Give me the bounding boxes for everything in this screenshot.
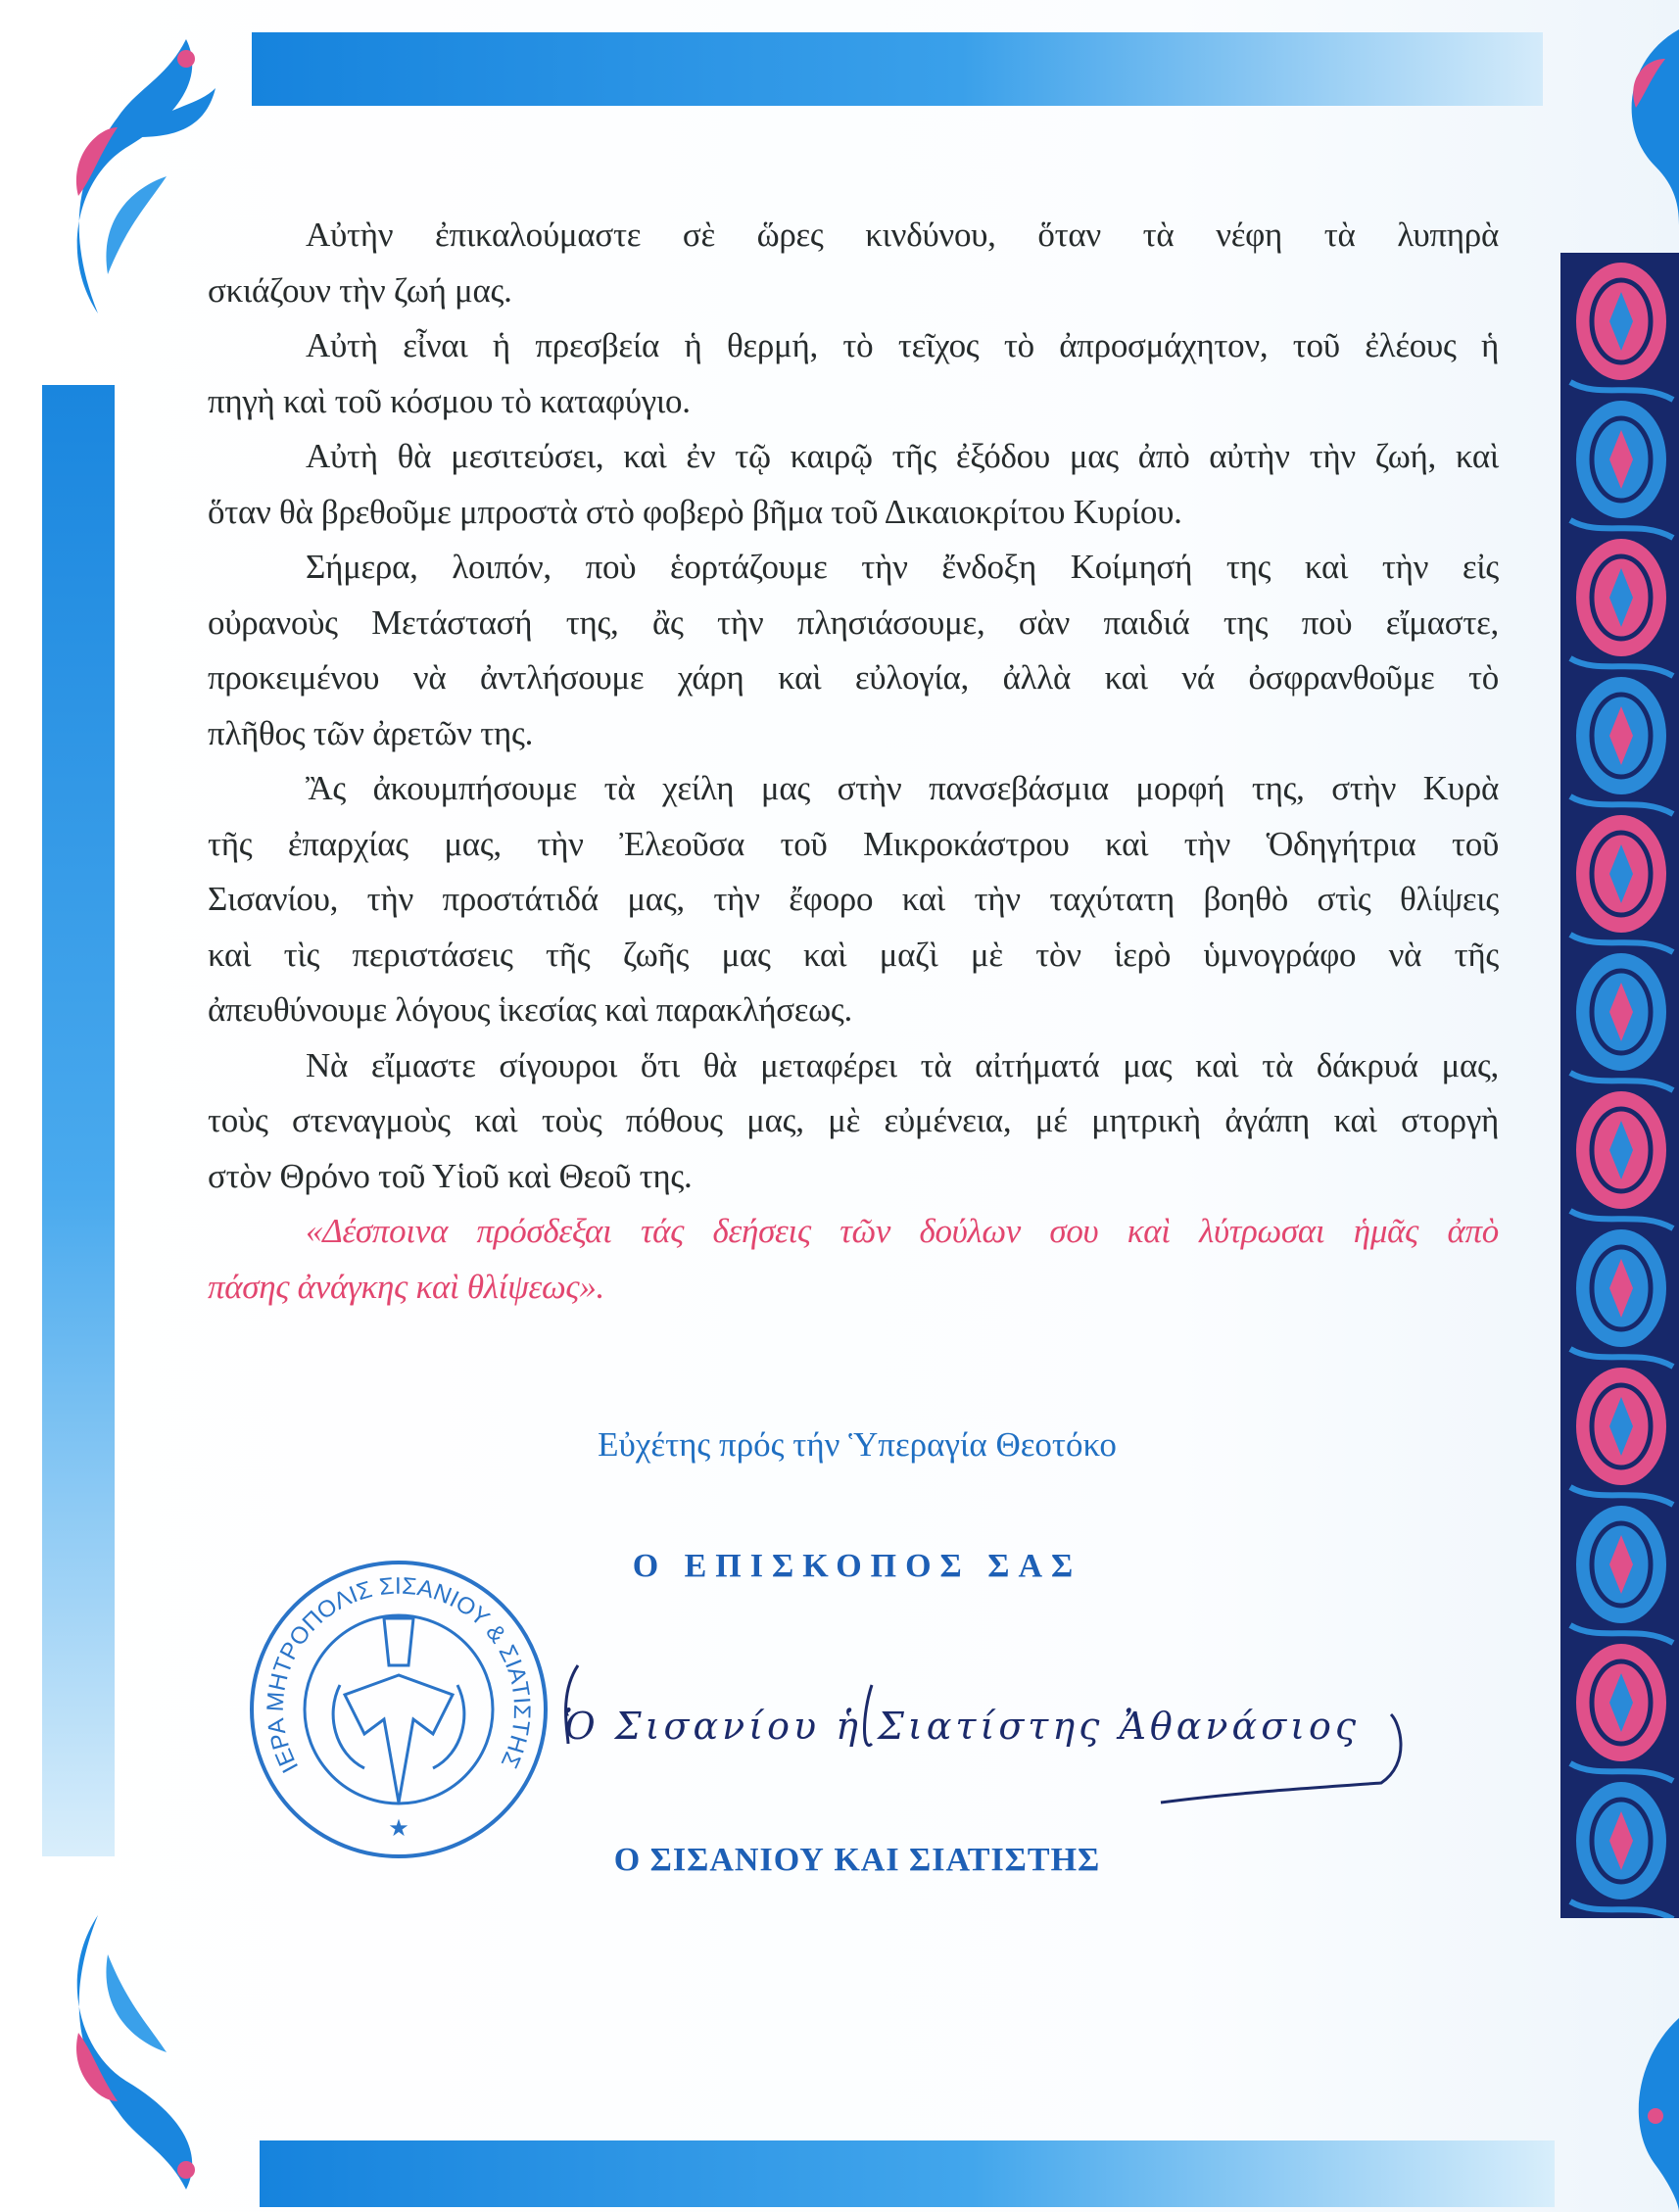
prayer-line: «Δέσποινα πρόσδεξαι τάς δεήσεις τῶν δούλων σου καὶ λύτρωσαι ἡμᾶς ἀπὸ [306,1212,1499,1250]
ornament-medallion-icon [1570,539,1673,676]
right-ornamental-border [1560,253,1679,1918]
ornament-medallion-icon [1570,815,1673,952]
paragraph-line: ἀπευθύνουμε λόγους ἱκεσίας καὶ παρακλήσεως. [208,990,852,1029]
seal-text: ΙΕΡΑ ΜΗΤΡΟΠΟΛΙΣ ΣΙΣΑΝΙΟΥ & ΣΙΑΤΙΣΤΗΣ [262,1572,536,1778]
signature-text: Ὁ Σισανίου ἡ Σιατίστης Ἀθανάσιος [563,1705,1361,1748]
paragraph-line: καὶ τὶς περιστάσεις τῆς ζωῆς μας καὶ μαζὶ μὲ τὸν ἱερὸ ὑμνογράφο νὰ τῆς [208,935,1499,974]
ornament-medallion-icon [1570,1506,1673,1643]
paragraph-line: Σισανίου, τὴν προστάτιδά μας, τὴν ἔφορο καὶ τὴν ταχύτατη βοηθὸ στὶς θλίψεις [208,880,1499,918]
signatory-title: Ο ΕΠΙΣΚΟΠΟΣ ΣΑΣ [632,1548,1082,1584]
prayer-line: πάσης ἀνάγκης καὶ θλίψεως». [208,1267,604,1306]
paragraph-line: προκειμένου νὰ ἀντλήσουμε χάρη καὶ εὐλογία, ἀλλὰ καὶ νά ὀσφρανθοῦμε τὸ [208,658,1499,697]
paragraph-line: τοὺς στεναγμοὺς καὶ τοὺς πόθους μας, μὲ εὐμένεια, μέ μητρικὴ ἀγάπη καὶ στοργὴ [208,1101,1499,1139]
paragraph-line: Νὰ εἴμαστε σίγουροι ὅτι θὰ μεταφέρει τὰ αἰτήματά μας καὶ τὰ δάκρυά μας, [306,1045,1499,1084]
ornament-medallion-icon [1570,1782,1673,1918]
ornament-medallion-icon [1570,263,1673,400]
top-right-flourish-icon [1597,20,1679,225]
ornament-medallion-icon [1570,953,1673,1090]
ornament-medallion-icon [1570,1229,1673,1367]
left-decorative-bar [42,385,115,1856]
seal-star-icon: ★ [388,1816,409,1842]
paragraph-line: Αὐτὴ εἶναι ἡ πρεσβεία ἡ θερμή, τὸ τεῖχος τὸ ἀπροσμάχητον, τοῦ ἐλέους ἡ [306,326,1499,364]
letter-body [208,208,1499,1315]
bottom-left-flourish-icon [39,1896,225,2209]
top-decorative-bar [252,32,1543,106]
metropolis-seal-icon [247,1558,551,1861]
paragraph-line: πλῆθος τῶν ἀρετῶν της. [208,713,534,752]
ornament-medallion-icon [1570,1091,1673,1228]
ornament-medallion-icon [1570,1644,1673,1781]
paragraph-line: σκιάζουν τὴν ζωή μας. [208,270,512,310]
paragraph-line: Αὐτὴν ἐπικαλούμαστε σὲ ὥρες κινδύνου, ὅταν τὰ νέφη τὰ λυπηρὰ [306,216,1499,254]
closing-wish: Εὐχέτης πρός τήν Ὑπεραγία Θεοτόκο [598,1425,1117,1464]
ornament-medallion-icon [1570,677,1673,814]
signatory-see: Ο ΣΙΣΑΝΙΟΥ ΚΑΙ ΣΙΑΤΙΣΤΗΣ [613,1842,1101,1878]
paragraph-line: Αὐτὴ θὰ μεσιτεύσει, καὶ ἐν τῷ καιρῷ τῆς ἐξόδου μας ἀπὸ αὐτὴν τὴν ζωή, καὶ [306,437,1499,475]
ornament-medallion-icon [1570,1368,1673,1505]
paragraph-line: οὐρανοὺς Μετάστασή της, ἂς τὴν πλησιάσουμε, σὰν παιδιά της ποὺ εἴμαστε, [208,602,1499,642]
bottom-right-flourish-icon [1616,2018,1679,2212]
paragraph-line: Ἂς ἀκουμπήσουμε τὰ χείλη μας στὴν πανσεβάσμια μορφή της, στὴν Κυρὰ [306,769,1499,807]
ornament-pattern-icon [1560,253,1679,1918]
paragraph-line: τῆς ἐπαρχίας μας, τὴν Ἐλεοῦσα τοῦ Μικροκάστρου καὶ τὴν Ὁδηγήτρια τοῦ [208,824,1499,863]
ornament-medallion-icon [1570,401,1673,538]
paragraph-line: Σήμερα, λοιπόν, ποὺ ἑορτάζουμε τὴν ἔνδοξη Κοίμησή της καὶ τὴν εἰς [306,548,1499,586]
top-left-flourish-icon [39,20,225,333]
bottom-decorative-bar [260,2140,1555,2207]
paragraph-line: στὸν Θρόνο τοῦ Υἱοῦ καὶ Θεοῦ της. [208,1156,693,1195]
paragraph-line: πηγὴ καὶ τοῦ κόσμου τὸ καταφύγιο. [208,381,691,420]
paragraph-line: ὅταν θὰ βρεθοῦμε μπροστὰ στὸ φοβερὸ βῆμα τοῦ Δικαιοκρίτου Κυρίου. [208,492,1182,531]
